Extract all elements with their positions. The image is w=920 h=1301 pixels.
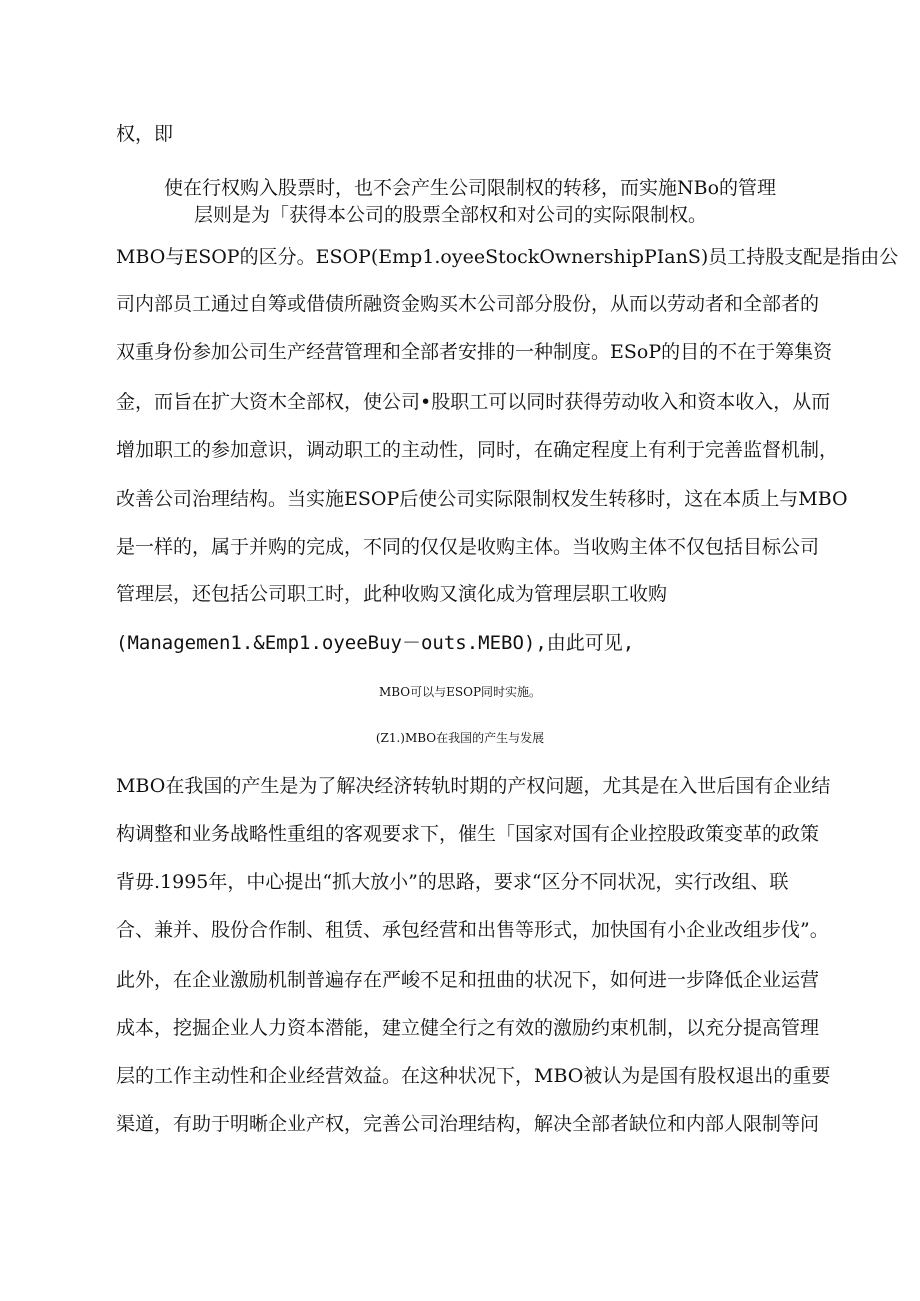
text-line: 改善公司治理结构。当实施ESOP后使公司实际限制权发生转移时，这在本质上与MBO [116,488,848,510]
text-line: 构调整和业务战略性重组的客观要求下，催生「国家对国有企业控股政策变革的政策 [116,823,820,845]
text-line: 管理层，还包括公司职工时，此种收购又演化成为管理层职工收购 [116,583,668,605]
text-line: 双重身份参加公司生产经营管理和全部者安排的一种制度。ESoP的目的不在于筹集资 [116,341,833,363]
text-line: 渠道，有助于明晰企业产权，完善公司治理结构，解决全部者缺位和内部人限制等问 [116,1113,820,1135]
text-line: 背毋.1995年，中心提出“抓大放小”的思路，要求“区分不同状况，实行改组、联 [116,871,789,893]
text-line: 层则是为「获得本公司的股票全部权和对公司的实际限制权。 [194,204,708,226]
text-line: 使在行权购入股票时，也不会产生公司限制权的转移，而实施NBo的管理 [164,177,777,199]
text-line: 合、兼并、股份合作制、租赁、承包经营和出售等形式，加快国有小企业改组步伐”。 [116,919,829,941]
text-line: 金，而旨在扩大资木全部权，使公司•股职工可以同时获得劳动收入和资本收入，从而 [116,391,831,413]
text-line: 层的工作主动性和企业经营效益。在这种状况下，MBO被认为是国有股权退出的重要 [116,1065,831,1087]
section-heading: (Z1.)MBO在我国的产生与发展 [375,731,545,745]
text-line: 是一样的，属于并购的完成，不同的仅仅是收购主体。当收购主体不仅包括目标公司 [116,536,820,558]
text-line: MBO与ESOP的区分。ESOP(Emp1.oyeeStockOwnershipPIanS)员工持股支配是指由公 [116,246,899,268]
text-line: 权，即 [116,123,174,145]
text-line: 增加职工的参加意识，调动职工的主动性，同时，在确定程度上有利于完善监督机制， [116,439,839,461]
text-line: 此外，在企业激励机制普遍存在严峻不足和扭曲的状况下，如何进一步降低企业运营 [116,969,820,991]
text-line-centered: MBO可以与ESOP同时实施。 [378,685,542,699]
text-line: 司内部员工通过自筹或借债所融资金购买木公司部分股份，从而以劳动者和全部者的 [116,293,820,315]
text-line: MBO在我国的产生是为了解决经济转轨时期的产权问题，尤其是在入世后国有企业结 [116,775,831,797]
text-line: 成本，挖掘企业人力资本潜能，建立健全行之有效的激励约束机制，以充分提高管理 [116,1017,820,1039]
text-line: (Managemen1.&Emp1.oyeeBuy－outs.MEBO),由此可见, [116,632,635,654]
